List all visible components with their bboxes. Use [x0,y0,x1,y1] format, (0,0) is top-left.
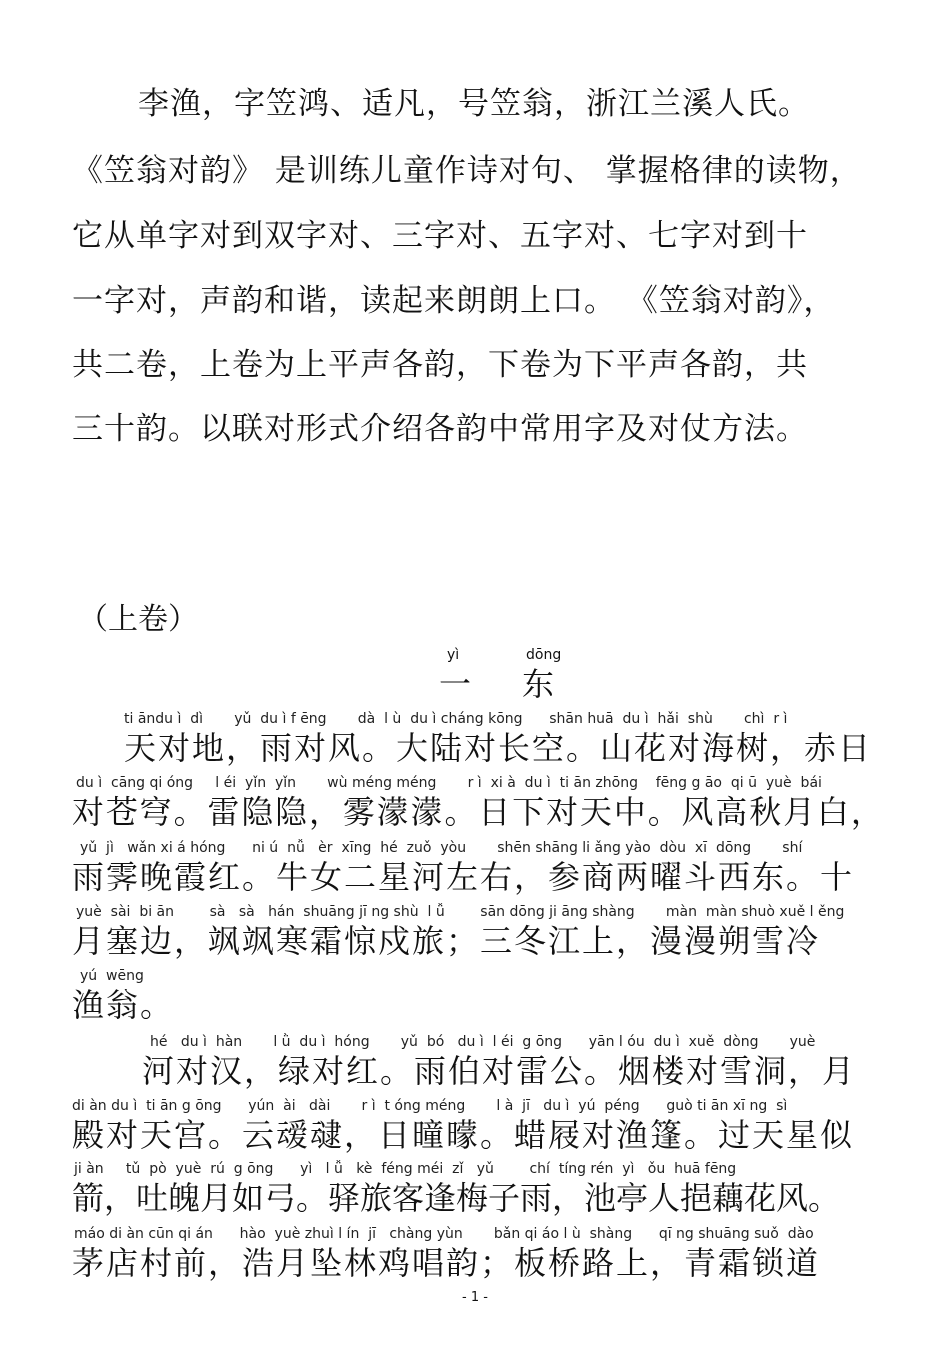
pinyin-line-3: yǔ jì wǎn xi á hóng ni ú nǚ èr xīng hé zuǒ yòu shēn shāng li ǎng yào dòu xī dōng shí [80,840,803,856]
verse-line-9: 茅店村前，浩月坠林鸡唱韵；板桥路上，青霜锁道 [72,1244,821,1282]
verse-line-5: 渔翁。 [72,986,175,1024]
verse-line-3: 雨霁晚霞红。牛女二星河左右，参商两曜斗西东。十 [72,858,855,896]
intro-line-3: 它从单字对到双字对、三字对、五字对、七字对到十 [72,218,808,254]
verse-line-1: 天对地，雨对风。大陆对长空。山花对海树，赤日 [124,729,873,767]
section-heading: （上卷） [78,602,198,637]
chapter-title-1: 一 [439,665,472,703]
intro-line-6: 三十韵。以联对形式介绍各韵中常用字及对仗方法。 [72,411,808,447]
chapter-title-2: 东 [522,665,555,703]
pinyin-line-1: ti āndu ì dì yǔ du ì f ēng dà l ù du ì cháng kōng shān huā du ì hǎi shù chì r ì [124,711,788,727]
intro-line-2: 《笠翁对韵》 是训练儿童作诗对句、 掌握格律的读物， [72,153,862,189]
pinyin-line-6: hé du ì hàn l ǜ du ì hóng yǔ bó du ì l éi g ōng yān l óu du ì xuě dòng yuè [150,1034,816,1050]
intro-line-1: 李渔，字笠鸿、适凡，号笠翁，浙江兰溪人氏。 [138,86,810,122]
pinyin-line-4: yuè sài bi ān sà sà hán shuāng jī ng shù l ǚ sān dōng ji āng shàng màn màn shuò xuě l ěng [76,904,845,920]
chapter-pinyin-2: dōng [526,647,562,663]
pinyin-line-7: di àn du ì ti ān g ōng yún ài dài r ì t óng méng l à jī du ì yú péng guò ti ān xī ng sì [72,1098,788,1114]
pinyin-line-9: máo di àn cūn qi án hào yuè zhuì l ín jī chàng yùn bǎn qi áo l ù shàng qī ng shuāng suǒ dào [74,1226,814,1242]
verse-line-8: 箭，吐魄月如弓。驿旅客逢梅子雨，池亭人挹藕花风。 [72,1179,841,1217]
pinyin-line-8: ji àn tǔ pò yuè rú g ōng yì l ǚ kè féng méi zǐ yǔ chí tíng rén yì ǒu huā fēng [74,1161,737,1177]
pinyin-line-2: du ì cāng qi óng l éi yǐn yǐn wù méng méng r ì xi à du ì ti ān zhōng fēng g āo qi ū yuè bái [76,775,822,791]
pinyin-line-5: yú wēng [80,968,144,984]
page-number: - 1 - [462,1290,488,1305]
verse-line-4: 月塞边，飒飒寒霜惊戍旅；三冬江上，漫漫朔雪冷 [72,922,821,960]
verse-line-7: 殿对天宫。云叆叇，日曈曚。蜡屐对渔篷。过天星似 [72,1116,855,1154]
intro-line-5: 共二卷，上卷为上平声各韵，下卷为下平声各韵，共 [72,347,808,383]
verse-line-2: 对苍穹。雷隐隐，雾濛濛。日下对天中。风高秋月白， [72,793,885,831]
verse-line-6: 河对汉，绿对红。雨伯对雷公。烟楼对雪洞，月 [142,1052,857,1090]
intro-line-4: 一字对，声韵和谐，读起来朗朗上口。 《笠翁对韵》， [72,283,836,319]
chapter-pinyin-1: yì [447,647,460,663]
